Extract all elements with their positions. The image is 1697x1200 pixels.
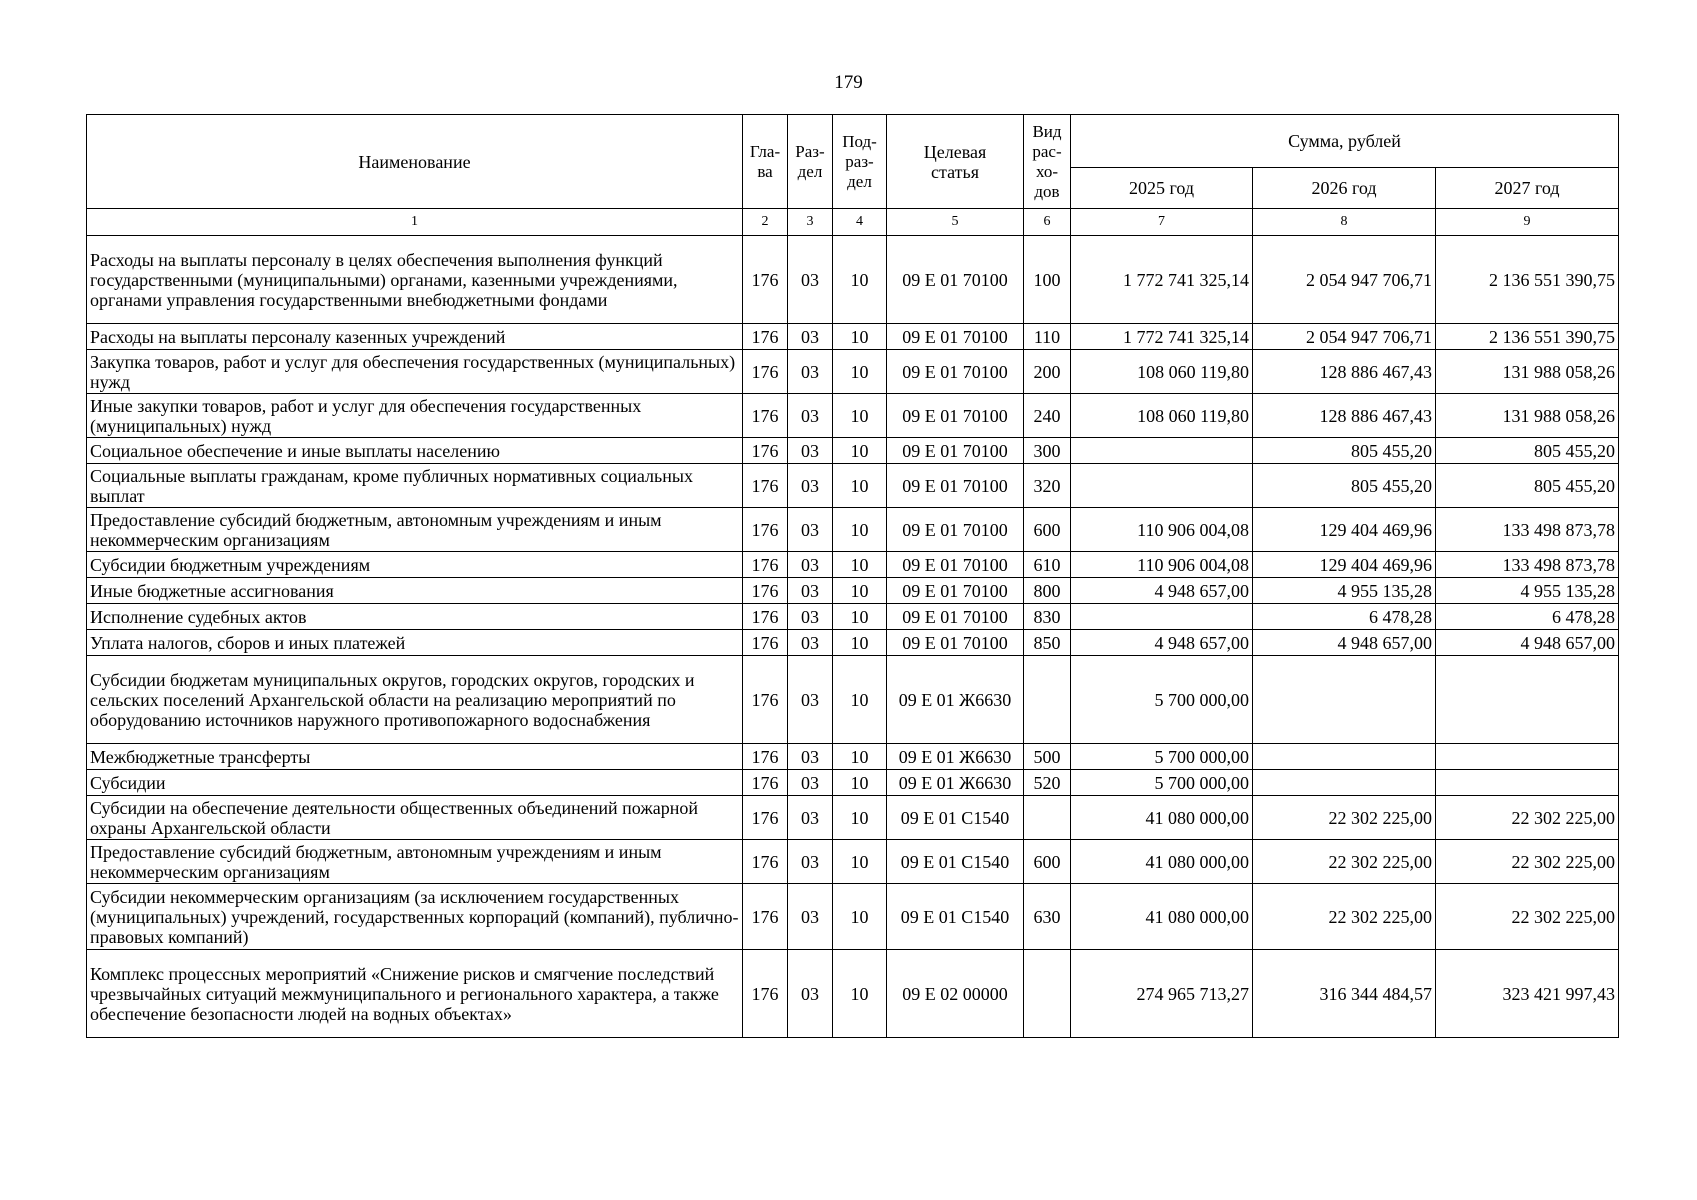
- row-vid: [1024, 796, 1071, 840]
- column-number-2: 2: [743, 209, 788, 236]
- row-name: Расходы на выплаты персоналу казенных учреждений: [87, 324, 743, 350]
- column-number-5: 5: [887, 209, 1024, 236]
- row-name: Исполнение судебных актов: [87, 604, 743, 630]
- row-tselevaya: 09 Е 01 70100: [887, 552, 1024, 578]
- header-glava: Гла- ва: [743, 115, 788, 209]
- row-sum-2027: 323 421 997,43: [1436, 950, 1619, 1038]
- row-sum-2025: 4 948 657,00: [1071, 630, 1253, 656]
- row-sum-2025: 41 080 000,00: [1071, 884, 1253, 950]
- row-podrazdel: 10: [833, 884, 887, 950]
- row-sum-2025: 110 906 004,08: [1071, 552, 1253, 578]
- row-glava: 176: [743, 578, 788, 604]
- row-glava: 176: [743, 840, 788, 884]
- row-vid: [1024, 950, 1071, 1038]
- row-sum-2026: 128 886 467,43: [1253, 350, 1436, 394]
- row-glava: 176: [743, 604, 788, 630]
- row-tselevaya: 09 Е 01 70100: [887, 438, 1024, 464]
- column-number-3: 3: [788, 209, 833, 236]
- row-razdel: 03: [788, 884, 833, 950]
- row-razdel: 03: [788, 464, 833, 508]
- table-row: [87, 324, 1619, 350]
- row-name: Социальные выплаты гражданам, кроме публичных нормативных социальных выплат: [87, 464, 743, 508]
- row-tselevaya: 09 Е 01 С1540: [887, 840, 1024, 884]
- header-razdel: Раз- дел: [788, 115, 833, 209]
- row-name: Закупка товаров, работ и услуг для обеспечения государственных (муниципальных) нужд: [87, 350, 743, 394]
- column-number-9: 9: [1436, 209, 1619, 236]
- row-glava: 176: [743, 508, 788, 552]
- row-tselevaya: 09 Е 01 С1540: [887, 796, 1024, 840]
- row-podrazdel: 10: [833, 552, 887, 578]
- row-sum-2027: 133 498 873,78: [1436, 552, 1619, 578]
- header-year-2027: 2027 год: [1436, 168, 1619, 209]
- row-sum-2025: [1071, 438, 1253, 464]
- row-podrazdel: 10: [833, 950, 887, 1038]
- row-sum-2026: 4 955 135,28: [1253, 578, 1436, 604]
- row-vid: 830: [1024, 604, 1071, 630]
- row-sum-2026: 22 302 225,00: [1253, 840, 1436, 884]
- row-glava: 176: [743, 464, 788, 508]
- column-number-1: 1: [87, 209, 743, 236]
- table-header: [87, 115, 1619, 236]
- table-row: [87, 630, 1619, 656]
- row-glava: 176: [743, 796, 788, 840]
- row-razdel: 03: [788, 604, 833, 630]
- row-name: Уплата налогов, сборов и иных платежей: [87, 630, 743, 656]
- table-row: [87, 394, 1619, 438]
- row-sum-2027: 22 302 225,00: [1436, 884, 1619, 950]
- row-name: Субсидии бюджетным учреждениям: [87, 552, 743, 578]
- row-sum-2027: 22 302 225,00: [1436, 840, 1619, 884]
- row-razdel: 03: [788, 840, 833, 884]
- row-sum-2026: 22 302 225,00: [1253, 796, 1436, 840]
- row-sum-2025: 5 700 000,00: [1071, 656, 1253, 744]
- row-tselevaya: 09 Е 01 Ж6630: [887, 770, 1024, 796]
- row-sum-2025: [1071, 604, 1253, 630]
- row-glava: 176: [743, 770, 788, 796]
- row-sum-2026: 2 054 947 706,71: [1253, 324, 1436, 350]
- row-podrazdel: 10: [833, 630, 887, 656]
- row-sum-2026: 128 886 467,43: [1253, 394, 1436, 438]
- row-vid: 520: [1024, 770, 1071, 796]
- row-vid: 600: [1024, 840, 1071, 884]
- table-row: [87, 604, 1619, 630]
- row-glava: 176: [743, 656, 788, 744]
- header-year-2025: 2025 год: [1071, 168, 1253, 209]
- row-glava: 176: [743, 438, 788, 464]
- row-name: Иные закупки товаров, работ и услуг для обеспечения государственных (муниципальных) нужд: [87, 394, 743, 438]
- row-sum-2026: 129 404 469,96: [1253, 508, 1436, 552]
- header-summa: Сумма, рублей: [1071, 115, 1619, 168]
- row-glava: 176: [743, 394, 788, 438]
- row-razdel: 03: [788, 350, 833, 394]
- row-razdel: 03: [788, 796, 833, 840]
- row-sum-2025: 5 700 000,00: [1071, 744, 1253, 770]
- row-sum-2026: 805 455,20: [1253, 464, 1436, 508]
- row-sum-2027: 4 948 657,00: [1436, 630, 1619, 656]
- row-tselevaya: 09 Е 01 Ж6630: [887, 656, 1024, 744]
- row-sum-2027: [1436, 770, 1619, 796]
- row-sum-2025: 108 060 119,80: [1071, 394, 1253, 438]
- row-name: Предоставление субсидий бюджетным, автономным учреждениям и иным некоммерческим организациям: [87, 840, 743, 884]
- table-row: [87, 770, 1619, 796]
- row-name: Субсидии бюджетам муниципальных округов, городских округов, городских и сельских поселений Архангельской области на реализацию мероприятий по оборудованию источников наружного противопожарного водоснабжения: [87, 656, 743, 744]
- column-number-4: 4: [833, 209, 887, 236]
- row-vid: 800: [1024, 578, 1071, 604]
- row-podrazdel: 10: [833, 840, 887, 884]
- row-sum-2027: 4 955 135,28: [1436, 578, 1619, 604]
- row-sum-2025: 1 772 741 325,14: [1071, 324, 1253, 350]
- row-tselevaya: 09 Е 01 С1540: [887, 884, 1024, 950]
- table-row: [87, 744, 1619, 770]
- table-row: [87, 464, 1619, 508]
- row-vid: 610: [1024, 552, 1071, 578]
- row-podrazdel: 10: [833, 236, 887, 324]
- row-tselevaya: 09 Е 01 70100: [887, 630, 1024, 656]
- row-tselevaya: 09 Е 01 Ж6630: [887, 744, 1024, 770]
- row-tselevaya: 09 Е 01 70100: [887, 236, 1024, 324]
- row-glava: 176: [743, 744, 788, 770]
- row-glava: 176: [743, 324, 788, 350]
- row-razdel: 03: [788, 236, 833, 324]
- column-number-8: 8: [1253, 209, 1436, 236]
- row-razdel: 03: [788, 324, 833, 350]
- row-podrazdel: 10: [833, 744, 887, 770]
- row-podrazdel: 10: [833, 350, 887, 394]
- row-sum-2025: [1071, 464, 1253, 508]
- row-glava: 176: [743, 236, 788, 324]
- row-sum-2027: 2 136 551 390,75: [1436, 324, 1619, 350]
- row-name: Субсидии некоммерческим организациям (за исключением государственных (муниципальных) учреждений, государственных корпораций (компаний), публично-правовых компаний): [87, 884, 743, 950]
- row-razdel: 03: [788, 630, 833, 656]
- row-podrazdel: 10: [833, 438, 887, 464]
- row-razdel: 03: [788, 508, 833, 552]
- row-vid: 300: [1024, 438, 1071, 464]
- row-name: Субсидии: [87, 770, 743, 796]
- row-razdel: 03: [788, 578, 833, 604]
- row-sum-2025: 41 080 000,00: [1071, 796, 1253, 840]
- row-glava: 176: [743, 350, 788, 394]
- row-tselevaya: 09 Е 01 70100: [887, 324, 1024, 350]
- row-podrazdel: 10: [833, 656, 887, 744]
- row-glava: 176: [743, 552, 788, 578]
- row-sum-2026: 805 455,20: [1253, 438, 1436, 464]
- row-sum-2025: 1 772 741 325,14: [1071, 236, 1253, 324]
- header-name: Наименование: [87, 115, 743, 209]
- table-row: [87, 350, 1619, 394]
- row-vid: 500: [1024, 744, 1071, 770]
- table-body: [87, 236, 1619, 1038]
- table-row: [87, 508, 1619, 552]
- column-number-7: 7: [1071, 209, 1253, 236]
- row-sum-2026: 2 054 947 706,71: [1253, 236, 1436, 324]
- row-vid: [1024, 656, 1071, 744]
- row-sum-2026: 4 948 657,00: [1253, 630, 1436, 656]
- page-number: 179: [834, 72, 863, 93]
- row-sum-2027: 133 498 873,78: [1436, 508, 1619, 552]
- row-name: Расходы на выплаты персоналу в целях обеспечения выполнения функций государственными (муниципальными) органами, казенными учреждениями, органами управления государственными внебюджетными фондами: [87, 236, 743, 324]
- row-razdel: 03: [788, 394, 833, 438]
- row-podrazdel: 10: [833, 324, 887, 350]
- column-number-6: 6: [1024, 209, 1071, 236]
- row-tselevaya: 09 Е 02 00000: [887, 950, 1024, 1038]
- row-sum-2025: 110 906 004,08: [1071, 508, 1253, 552]
- row-podrazdel: 10: [833, 464, 887, 508]
- row-razdel: 03: [788, 744, 833, 770]
- row-tselevaya: 09 Е 01 70100: [887, 508, 1024, 552]
- row-tselevaya: 09 Е 01 70100: [887, 394, 1024, 438]
- row-sum-2025: 5 700 000,00: [1071, 770, 1253, 796]
- row-sum-2027: [1436, 744, 1619, 770]
- row-sum-2027: 6 478,28: [1436, 604, 1619, 630]
- row-sum-2025: 108 060 119,80: [1071, 350, 1253, 394]
- row-podrazdel: 10: [833, 796, 887, 840]
- row-razdel: 03: [788, 770, 833, 796]
- row-sum-2025: 4 948 657,00: [1071, 578, 1253, 604]
- row-sum-2026: [1253, 656, 1436, 744]
- header-podrazdel: Под- раз- дел: [833, 115, 887, 209]
- row-tselevaya: 09 Е 01 70100: [887, 604, 1024, 630]
- row-sum-2025: 274 965 713,27: [1071, 950, 1253, 1038]
- column-numbers-row: [87, 209, 1619, 236]
- row-vid: 110: [1024, 324, 1071, 350]
- row-name: Комплекс процессных мероприятий «Снижение рисков и смягчение последствий чрезвычайных ситуаций межмуниципального и регионального характера, а также обеспечение безопасности людей на водных объектах»: [87, 950, 743, 1038]
- row-tselevaya: 09 Е 01 70100: [887, 350, 1024, 394]
- row-sum-2027: 22 302 225,00: [1436, 796, 1619, 840]
- row-sum-2027: [1436, 656, 1619, 744]
- header-year-2026: 2026 год: [1253, 168, 1436, 209]
- row-sum-2025: 41 080 000,00: [1071, 840, 1253, 884]
- row-vid: 850: [1024, 630, 1071, 656]
- row-razdel: 03: [788, 656, 833, 744]
- row-tselevaya: 09 Е 01 70100: [887, 464, 1024, 508]
- row-vid: 630: [1024, 884, 1071, 950]
- row-razdel: 03: [788, 950, 833, 1038]
- row-name: Субсидии на обеспечение деятельности общественных объединений пожарной охраны Архангельской области: [87, 796, 743, 840]
- table-row: [87, 438, 1619, 464]
- table-row: [87, 796, 1619, 840]
- row-tselevaya: 09 Е 01 70100: [887, 578, 1024, 604]
- row-razdel: 03: [788, 552, 833, 578]
- row-sum-2026: 129 404 469,96: [1253, 552, 1436, 578]
- row-vid: 320: [1024, 464, 1071, 508]
- row-vid: 240: [1024, 394, 1071, 438]
- row-name: Иные бюджетные ассигнования: [87, 578, 743, 604]
- row-vid: 200: [1024, 350, 1071, 394]
- row-vid: 600: [1024, 508, 1071, 552]
- row-podrazdel: 10: [833, 578, 887, 604]
- table-row: [87, 840, 1619, 884]
- row-podrazdel: 10: [833, 604, 887, 630]
- row-glava: 176: [743, 950, 788, 1038]
- row-vid: 100: [1024, 236, 1071, 324]
- row-sum-2027: 131 988 058,26: [1436, 394, 1619, 438]
- row-name: Межбюджетные трансферты: [87, 744, 743, 770]
- table-row: [87, 656, 1619, 744]
- header-tselevaya: Целевая статья: [887, 115, 1024, 209]
- row-name: Социальное обеспечение и иные выплаты населению: [87, 438, 743, 464]
- row-glava: 176: [743, 884, 788, 950]
- header-vid: Вид рас- хо- дов: [1024, 115, 1071, 209]
- row-sum-2026: 6 478,28: [1253, 604, 1436, 630]
- table-row: [87, 950, 1619, 1038]
- row-sum-2027: 131 988 058,26: [1436, 350, 1619, 394]
- budget-table: [86, 114, 1619, 1038]
- row-sum-2027: 805 455,20: [1436, 438, 1619, 464]
- row-sum-2026: 316 344 484,57: [1253, 950, 1436, 1038]
- row-razdel: 03: [788, 438, 833, 464]
- row-podrazdel: 10: [833, 394, 887, 438]
- table-row: [87, 884, 1619, 950]
- row-name: Предоставление субсидий бюджетным, автономным учреждениям и иным некоммерческим организациям: [87, 508, 743, 552]
- row-sum-2027: 805 455,20: [1436, 464, 1619, 508]
- table-row: [87, 552, 1619, 578]
- table-row: [87, 236, 1619, 324]
- row-glava: 176: [743, 630, 788, 656]
- row-podrazdel: 10: [833, 770, 887, 796]
- row-sum-2026: [1253, 744, 1436, 770]
- row-sum-2026: 22 302 225,00: [1253, 884, 1436, 950]
- row-podrazdel: 10: [833, 508, 887, 552]
- row-sum-2026: [1253, 770, 1436, 796]
- table-row: [87, 578, 1619, 604]
- row-sum-2027: 2 136 551 390,75: [1436, 236, 1619, 324]
